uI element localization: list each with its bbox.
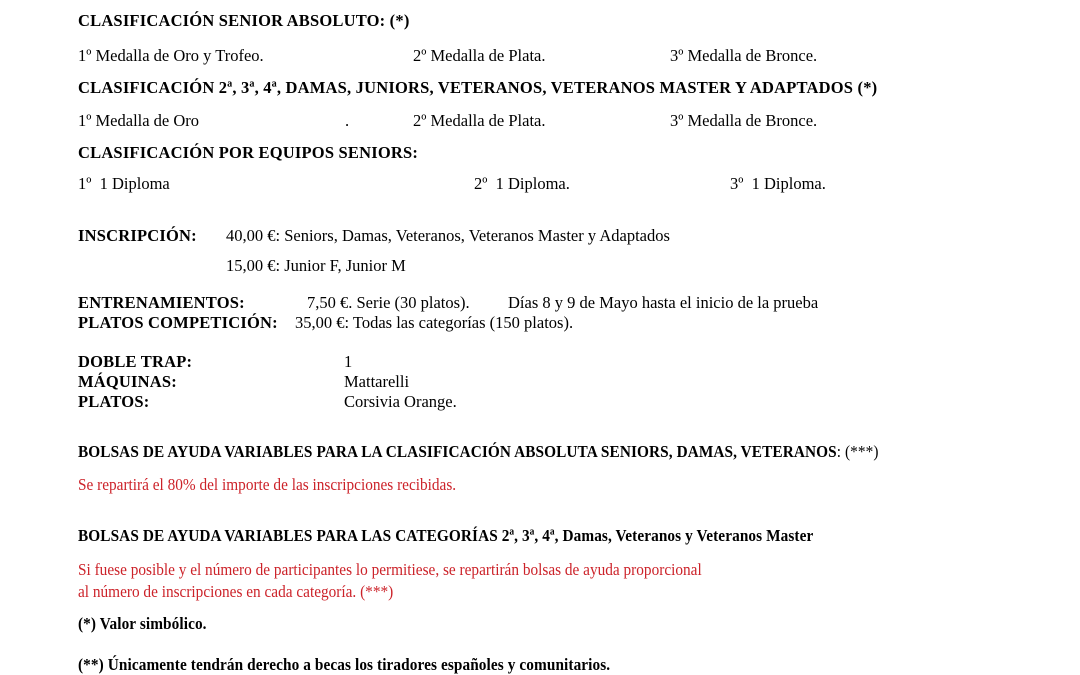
text-bolsas-absoluta-body: Se repartirá el 80% del importe de las inscripciones recibidas.: [78, 475, 457, 494]
prize-label: 1 Diploma.: [495, 174, 570, 193]
prize-label: Medalla de Oro y Trofeo.: [95, 46, 264, 65]
rank-label: 2º: [413, 111, 427, 130]
inscripcion-fee-line-1: 40,00 €: Seniors, Damas, Veteranos, Veteranos Master y Adaptados: [226, 226, 670, 245]
prize-row-senior-place-2: [413, 48, 546, 65]
heading-bolsas-categorias: BOLSAS DE AYUDA VARIABLES PARA LAS CATEGORÍAS 2ª, 3ª, 4ª, Damas, Veteranos y Veteranos Master: [78, 526, 814, 545]
prize-label: 1 Diploma: [99, 174, 170, 193]
prize-row-categorias-place-1: [78, 113, 199, 130]
prize-label: Medalla de Oro: [95, 111, 200, 130]
platos-competicion-price: 35,00 €: Todas las categorías (150 platos).: [295, 313, 574, 332]
rank-label: 1º: [78, 111, 92, 130]
value-maquinas: Mattarelli: [344, 372, 410, 391]
label-platos: PLATOS:: [78, 392, 150, 411]
prize-label: Medalla de Plata.: [430, 46, 546, 65]
heading-categorias: CLASIFICACIÓN 2ª, 3ª, 4ª, DAMAS, JUNIORS, VETERANOS, VETERANOS MASTER Y ADAPTADOS (*): [78, 78, 878, 97]
prize-row-equipos-place-1: [78, 176, 170, 193]
label-platos-competicion: PLATOS COMPETICIÓN:: [78, 313, 278, 332]
prize-row-equipos-place-3: [730, 176, 826, 193]
rank-label: 3º: [670, 46, 684, 65]
rank-label: 3º: [670, 111, 684, 130]
text-bolsas-categorias-line-2: al número de inscripciones en cada categoría. (***): [78, 582, 394, 601]
heading-bolsas-absoluta-suffix: : (***): [836, 442, 879, 461]
rank-label: 2º: [413, 46, 427, 65]
prize-label: Medalla de Bronce.: [687, 46, 818, 65]
prize-row-categorias-place-3: [670, 113, 817, 130]
rank-label: 3º: [730, 174, 744, 193]
rank-label: 1º: [78, 46, 92, 65]
heading-bolsas-absoluta: [78, 443, 879, 460]
heading-senior-absoluto: CLASIFICACIÓN SENIOR ABSOLUTO: (*): [78, 11, 410, 30]
entrenamientos-price: 7,50 €. Serie (30 platos).: [307, 293, 470, 312]
label-entrenamientos: ENTRENAMIENTOS:: [78, 293, 245, 312]
entrenamientos-note: Días 8 y 9 de Mayo hasta el inicio de la prueba: [508, 293, 819, 312]
prize-label: 1 Diploma.: [751, 174, 826, 193]
value-doble-trap: 1: [344, 352, 353, 371]
rank-label: 2º: [474, 174, 488, 193]
stray-period-mark: .: [345, 111, 350, 130]
footnote-becas: (**) Únicamente tendrán derecho a becas los tiradores españoles y comunitarios.: [78, 655, 611, 674]
label-doble-trap: DOBLE TRAP:: [78, 352, 193, 371]
footnote-valor-simbolico: (*) Valor simbólico.: [78, 614, 207, 633]
label-maquinas: MÁQUINAS:: [78, 372, 177, 391]
prize-row-senior-place-1: [78, 48, 264, 65]
value-platos: Corsivia Orange.: [344, 392, 457, 411]
rank-label: 1º: [78, 174, 92, 193]
prize-row-categorias-place-2: [413, 113, 546, 130]
prize-label: Medalla de Plata.: [430, 111, 546, 130]
prize-row-equipos-place-2: [474, 176, 570, 193]
inscripcion-fee-line-2: 15,00 €: Junior F, Junior M: [226, 256, 406, 275]
label-inscripcion: INSCRIPCIÓN:: [78, 226, 197, 245]
prize-row-senior-place-3: [670, 48, 817, 65]
prize-label: Medalla de Bronce.: [687, 111, 818, 130]
heading-equipos-seniors: CLASIFICACIÓN POR EQUIPOS SENIORS:: [78, 143, 419, 162]
text-bolsas-categorias-line-1: Si fuese posible y el número de participantes lo permitiese, se repartirán bolsas de ayuda proporcional: [78, 560, 702, 579]
heading-bolsas-absoluta-text: BOLSAS DE AYUDA VARIABLES PARA LA CLASIFICACIÓN ABSOLUTA SENIORS, DAMAS, VETERANOS: [78, 442, 837, 461]
